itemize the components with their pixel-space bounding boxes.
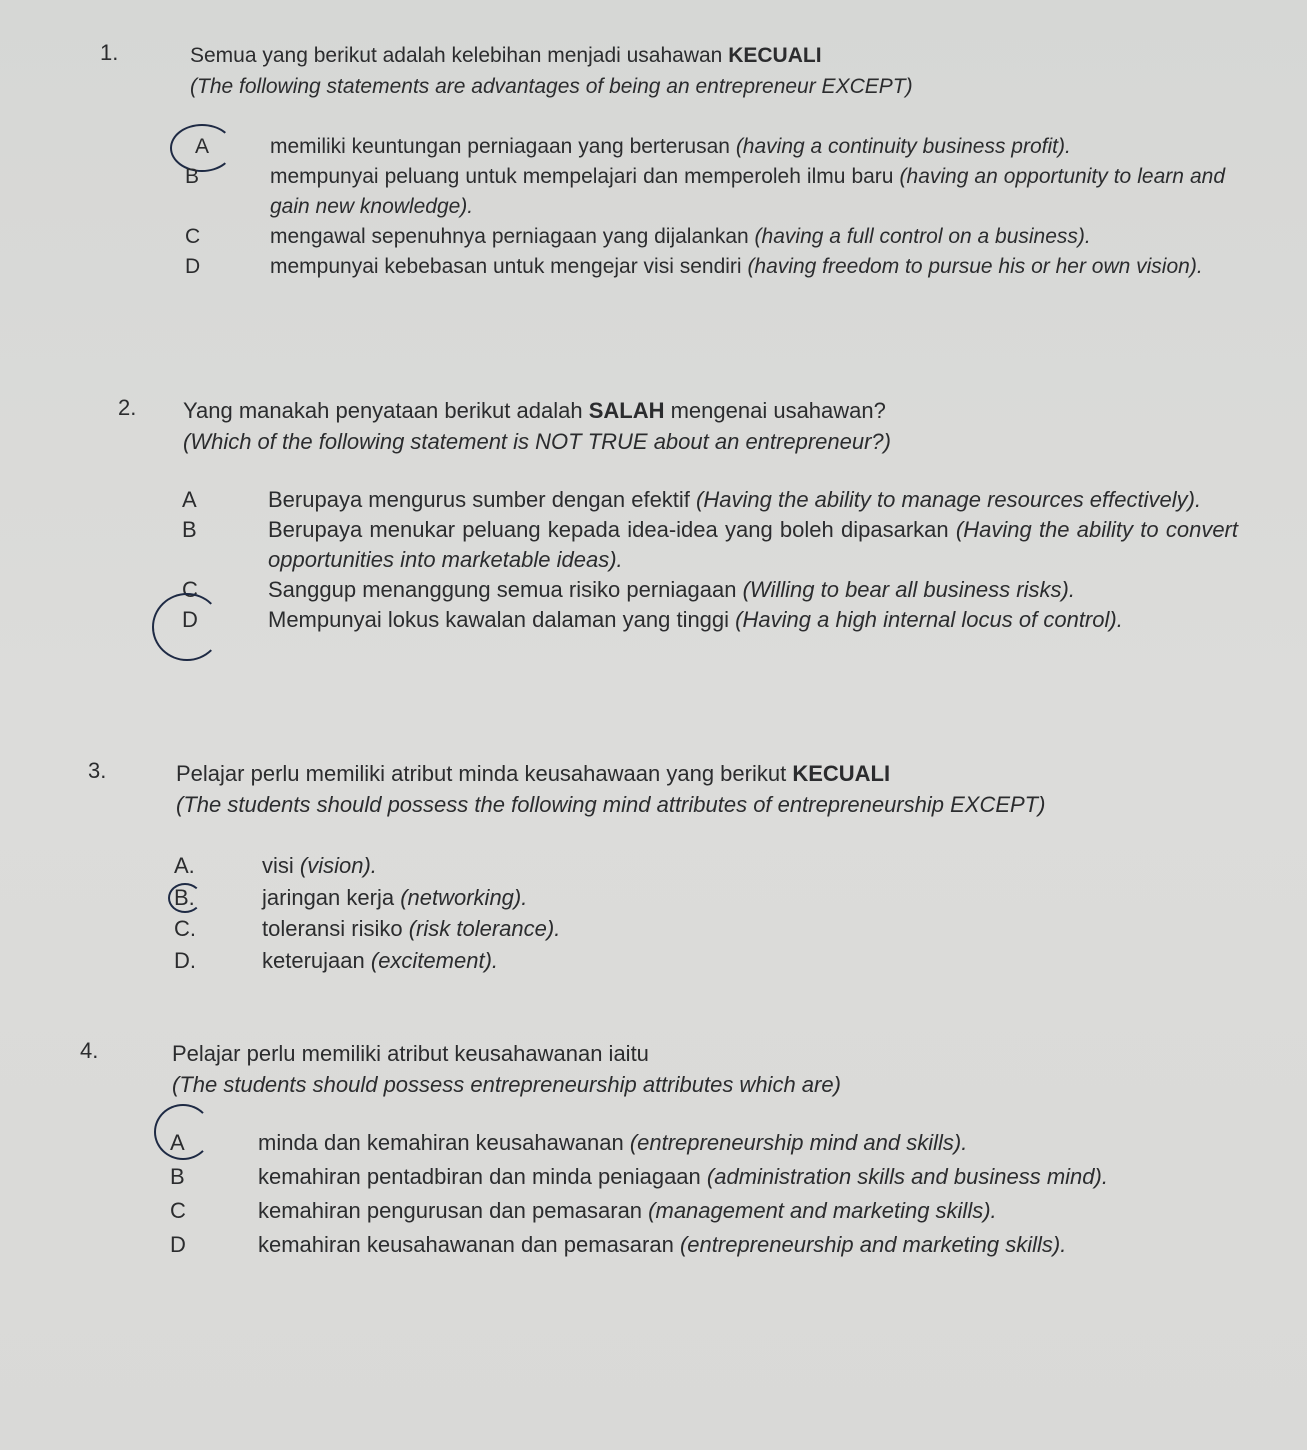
option-d[interactable]: D Mempunyai lokus kawalan dalaman yang tinggi (Having a high internal locus of control). bbox=[268, 605, 1238, 635]
question-text: Semua yang berikut adalah kelebihan menjadi usahawan KECUALI (The following statements are advantages of being an entrepreneur EXCEPT) bbox=[190, 44, 913, 98]
option-c[interactable]: C kemahiran pengurusan dan pemasaran (management and marketing skills). bbox=[170, 1198, 997, 1223]
option-c[interactable]: C mengawal sepenuhnya perniagaan yang dijalankan (having a full control on a business). bbox=[185, 225, 1091, 248]
option-a[interactable]: A memiliki keuntungan perniagaan yang berterusan (having a continuity business profit). bbox=[270, 132, 1225, 162]
option-d[interactable]: D kemahiran keusahawanan dan pemasaran (entrepreneurship and marketing skills). bbox=[170, 1232, 1067, 1257]
question-1 bbox=[0, 40, 1307, 282]
answer-circle bbox=[152, 593, 222, 661]
question-text: Yang manakah penyataan berikut adalah SALAH mengenai usahawan? (Which of the following statement is NOT TRUE about an entrepreneur?) bbox=[183, 398, 891, 454]
question-text: Pelajar perlu memiliki atribut keusahawanan iaitu (The students should possess entrepreneurship attributes which are) bbox=[172, 1041, 841, 1097]
question-4 bbox=[0, 1038, 1307, 1262]
option-d[interactable]: D mempunyai kebebasan untuk mengejar visi sendiri (having freedom to pursue his or her own vision). bbox=[185, 255, 1203, 278]
option-c[interactable]: C Sanggup menanggung semua risiko perniagaan (Willing to bear all business risks). bbox=[182, 577, 1075, 602]
question-number: 4. bbox=[80, 1038, 99, 1063]
option-b[interactable]: B Berupaya menukar peluang kepada idea-idea yang boleh dipasarkan (Having the ability to convert opportunities into marketable ideas). bbox=[182, 517, 1238, 572]
question-3 bbox=[0, 758, 1307, 976]
question-2 bbox=[0, 395, 1307, 635]
question-number: 1. bbox=[100, 40, 119, 65]
option-b[interactable]: B mempunyai peluang untuk mempelajari dan memperoleh ilmu baru (having an opportunity to learn and gain new knowledge). bbox=[185, 165, 1226, 218]
option-b[interactable]: B kemahiran pentadbiran dan minda peniagaan (administration skills and business mind). bbox=[170, 1164, 1108, 1189]
option-b[interactable]: B. jaringan kerja (networking). bbox=[262, 882, 1162, 914]
question-number: 2. bbox=[118, 395, 137, 420]
answer-circle bbox=[168, 883, 202, 913]
options-list bbox=[170, 1126, 1268, 1262]
answer-circle bbox=[170, 124, 234, 172]
question-number: 3. bbox=[88, 758, 107, 783]
option-a[interactable]: A minda dan kemahiran keusahawanan (entrepreneurship mind and skills). bbox=[258, 1126, 1268, 1160]
options-list bbox=[182, 485, 1238, 635]
options-list bbox=[174, 850, 1162, 976]
option-d[interactable]: D. keterujaan (excitement). bbox=[174, 947, 499, 973]
option-c[interactable]: C. toleransi risiko (risk tolerance). bbox=[174, 916, 561, 941]
options-list bbox=[185, 132, 1226, 282]
option-a[interactable]: A Berupaya mengurus sumber dengan efektif (Having the ability to manage resources effectively). bbox=[182, 487, 1202, 512]
option-a[interactable]: A. visi (vision). bbox=[174, 853, 377, 878]
question-text: Pelajar perlu memiliki atribut minda keusahawaan yang berikut KECUALI (The students should possess the following mind attributes of entrepreneurship EXCEPT) bbox=[176, 761, 1046, 817]
answer-circle bbox=[154, 1104, 212, 1160]
